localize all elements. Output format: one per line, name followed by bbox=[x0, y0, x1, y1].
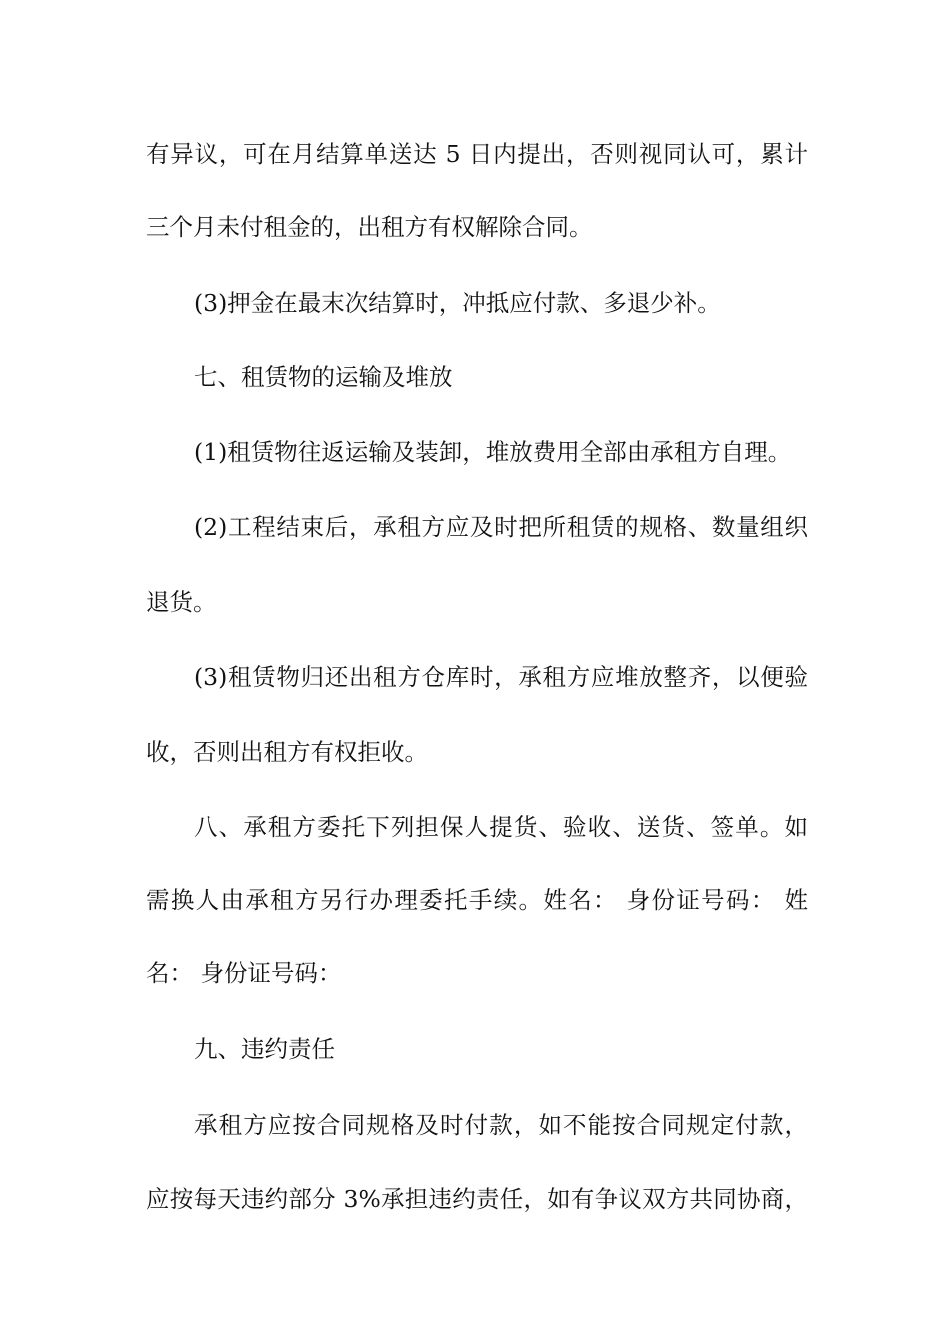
text-line: 应按每天违约部分 3%承担违约责任，如有争议双方共同协商， bbox=[146, 1185, 808, 1213]
text-line: 有异议，可在月结算单送达 5 日内提出，否则视同认可，累计 bbox=[146, 140, 808, 168]
section-heading: 八、承租方委托下列担保人提货、验收、送货、签单。如 bbox=[194, 813, 808, 841]
text-line: 三个月未付租金的，出租方有权解除合同。 bbox=[146, 213, 593, 241]
text-line: 承租方应按合同规格及时付款，如不能按合同规定付款， bbox=[194, 1111, 808, 1139]
text-line: 需换人由承租方另行办理委托手续。姓名： 身份证号码： 姓 bbox=[146, 886, 808, 914]
text-line: (3)租赁物归还出租方仓库时，承租方应堆放整齐，以便验 bbox=[194, 663, 808, 691]
text-line: (3)押金在最末次结算时，冲抵应付款、多退少补。 bbox=[194, 289, 721, 317]
text-line: 名： 身份证号码： bbox=[146, 959, 342, 987]
text-line: (1)租赁物往返运输及装卸，堆放费用全部由承租方自理。 bbox=[194, 438, 792, 466]
text-line: 退货。 bbox=[146, 588, 217, 616]
text-line: (2)工程结束后，承租方应及时把所租赁的规格、数量组织 bbox=[194, 513, 808, 541]
text-line: 收，否则出租方有权拒收。 bbox=[146, 738, 428, 766]
section-heading: 九、违约责任 bbox=[194, 1035, 335, 1063]
section-heading: 七、租赁物的运输及堆放 bbox=[194, 363, 453, 391]
